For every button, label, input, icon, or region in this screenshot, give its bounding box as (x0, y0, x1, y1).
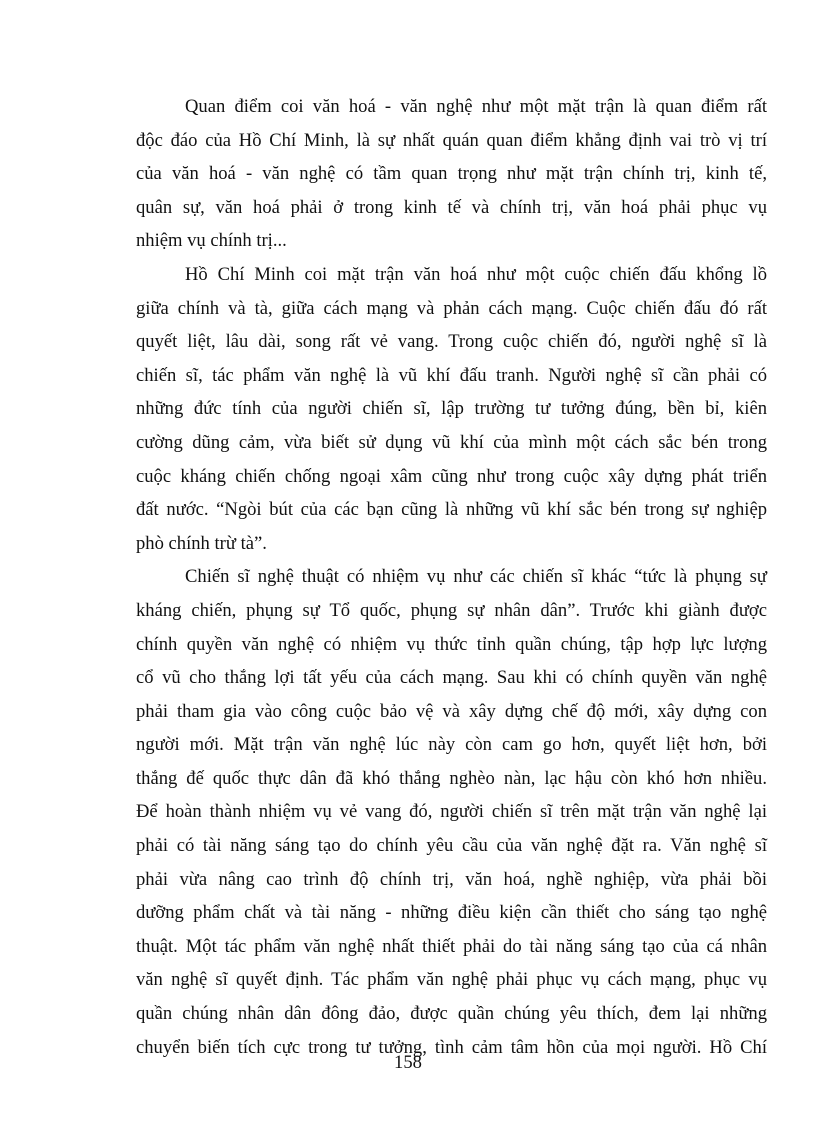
text-line: đất nước. “Ngòi bút của các bạn cũng là những vũ khí sắc bén trong sự nghiệp (136, 499, 767, 521)
text-line: thuật. Một tác phẩm văn nghệ nhất thiết phải do tài năng sáng tạo của cá nhân (136, 935, 767, 957)
text-line: người mới. Mặt trận văn nghệ lúc này còn cam go hơn, quyết liệt hơn, bởi (136, 734, 767, 756)
text-line: Hồ Chí Minh coi mặt trận văn hoá như một cuộc chiến đấu khổng lồ (185, 263, 767, 285)
text-line: Quan điểm coi văn hoá - văn nghệ như một mặt trận là quan điểm rất (185, 96, 767, 117)
text-line: quần chúng nhân dân đông đảo, được quần chúng yêu thích, đem lại những (136, 1003, 767, 1025)
text-line: chuyển biến tích cực trong tư tưởng, tình cảm tâm hồn của mọi người. Hồ Chí (136, 1036, 767, 1058)
text-line: quyết liệt, lâu dài, song rất vẻ vang. Trong cuộc chiến đó, người nghệ sĩ là (136, 331, 767, 353)
text-line: quân sự, văn hoá phải ở trong kinh tế và chính trị, văn hoá phải phục vụ (136, 196, 767, 218)
text-line: Chiến sĩ nghệ thuật có nhiệm vụ như các chiến sĩ khác “tức là phụng sự (185, 566, 767, 588)
text-line: cuộc kháng chiến chống ngoại xâm cũng như trong cuộc xây dựng phát triển (136, 465, 767, 487)
text-line: kháng chiến, phụng sự Tổ quốc, phụng sự nhân dân”. Trước khi giành được (136, 599, 767, 621)
text-line: phò chính trừ tà”. (136, 532, 267, 554)
text-line: nhiệm vụ chính trị... (136, 230, 287, 252)
paragraph-1 (136, 90, 767, 258)
text-line: văn nghệ sĩ quyết định. Tác phẩm văn nghệ phải phục vụ cách mạng, phục vụ (136, 969, 767, 991)
text-line: cường dũng cảm, vừa biết sử dụng vũ khí của mình một cách sắc bén trong (136, 431, 767, 453)
text-line: dưỡng phẩm chất và tài năng - những điều kiện cần thiết cho sáng tạo nghệ (136, 902, 767, 924)
text-line: của văn hoá - văn nghệ có tầm quan trọng như mặt trận chính trị, kinh tế, (136, 163, 767, 185)
text-line: những đức tính của người chiến sĩ, lập trường tư tưởng đúng, bền bỉ, kiên (136, 398, 767, 420)
text-line: chiến sĩ, tác phẩm văn nghệ là vũ khí đấu tranh. Người nghệ sĩ cần phải có (136, 364, 767, 386)
text-line: phải có tài năng sáng tạo do chính yêu cầu của văn nghệ đặt ra. Văn nghệ sĩ (136, 835, 767, 857)
paragraph-2 (136, 258, 767, 560)
body-text (136, 90, 767, 1064)
text-line: phải vừa nâng cao trình độ chính trị, văn hoá, nghề nghiệp, vừa phải bồi (136, 868, 767, 890)
text-line: độc đáo của Hồ Chí Minh, là sự nhất quán quan điểm khẳng định vai trò vị trí (136, 129, 767, 151)
text-line: cổ vũ cho thắng lợi tất yếu của cách mạng. Sau khi có chính quyền văn nghệ (136, 667, 767, 689)
text-line: chính quyền văn nghệ có nhiệm vụ thức tỉnh quần chúng, tập hợp lực lượng (136, 633, 767, 655)
text-line: giữa chính và tà, giữa cách mạng và phản cách mạng. Cuộc chiến đấu đó rất (136, 297, 767, 319)
text-line: thắng đế quốc thực dân đã khó thắng nghèo nàn, lạc hậu còn khó hơn nhiều. (136, 767, 767, 789)
paragraph-3 (136, 560, 767, 1064)
text-line: Để hoàn thành nhiệm vụ vẻ vang đó, người chiến sĩ trên mặt trận văn nghệ lại (136, 801, 767, 823)
page-number: 158 (394, 1052, 422, 1073)
text-line: phải tham gia vào công cuộc bảo vệ và xây dựng chế độ mới, xây dựng con (136, 700, 767, 722)
